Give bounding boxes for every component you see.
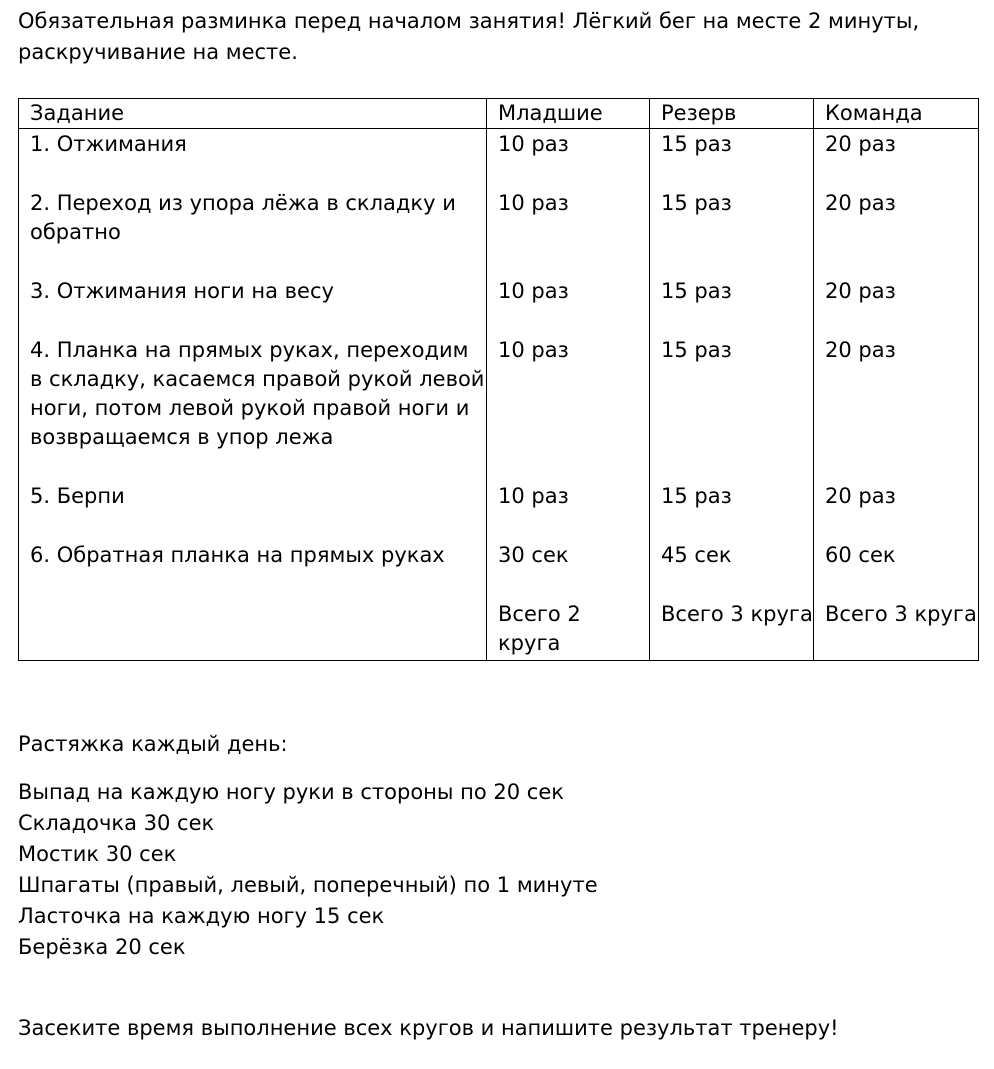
list-item: Ласточка на каждую ногу 15 сек	[18, 904, 385, 928]
juniors-cell: 10 раз	[487, 188, 650, 276]
list-item: Шпагаты (правый, левый, поперечный) по 1 минуте	[18, 873, 598, 897]
task-cell: 4. Планка на прямых руках, переходим в складку, касаемся правой рукой левой ноги, потом левой рукой правой ноги и возвращаемся в упор лежа	[19, 335, 487, 481]
reserve-total-cell: Всего 3 круга	[650, 599, 814, 661]
list-item: Выпад на каждую ногу руки в стороны по 20 сек	[18, 780, 564, 804]
team-cell: 20 раз	[814, 335, 979, 481]
header-reserve: Резерв	[650, 99, 814, 129]
task-cell: 2. Переход из упора лёжа в складку и обратно	[19, 188, 487, 276]
table-row-totals	[19, 599, 979, 661]
task-cell: 6. Обратная планка на прямых руках	[19, 540, 487, 599]
table-row	[19, 276, 979, 335]
exercise-table	[18, 98, 979, 661]
reserve-cell: 15 раз	[650, 481, 814, 540]
list-item: Складочка 30 сек	[18, 811, 215, 835]
table-row	[19, 129, 979, 189]
reserve-cell: 45 сек	[650, 540, 814, 599]
juniors-total-cell: Всего 2 круга	[487, 599, 650, 661]
task-cell: 3. Отжимания ноги на весу	[19, 276, 487, 335]
reserve-cell: 15 раз	[650, 335, 814, 481]
team-cell: 20 раз	[814, 481, 979, 540]
team-cell: 20 раз	[814, 129, 979, 189]
stretching-list	[18, 777, 598, 963]
table-row	[19, 540, 979, 599]
task-cell	[19, 599, 487, 661]
reserve-cell: 15 раз	[650, 276, 814, 335]
team-total-cell: Всего 3 круга	[814, 599, 979, 661]
team-cell: 20 раз	[814, 276, 979, 335]
list-item: Берёзка 20 сек	[18, 935, 186, 959]
juniors-cell: 10 раз	[487, 276, 650, 335]
stretching-title: Растяжка каждый день:	[18, 732, 288, 756]
list-item: Мостик 30 сек	[18, 842, 177, 866]
juniors-cell: 10 раз	[487, 335, 650, 481]
juniors-cell: 10 раз	[487, 481, 650, 540]
task-cell: 1. Отжимания	[19, 129, 487, 189]
table-row	[19, 335, 979, 481]
table-header-row	[19, 99, 979, 129]
table-row	[19, 188, 979, 276]
reserve-cell: 15 раз	[650, 129, 814, 189]
juniors-cell: 30 сек	[487, 540, 650, 599]
header-juniors: Младшие	[487, 99, 650, 129]
intro-text: Обязательная разминка перед началом занятия! Лёгкий бег на месте 2 минуты, раскручивание на месте.	[18, 9, 920, 64]
header-team: Команда	[814, 99, 979, 129]
juniors-cell: 10 раз	[487, 129, 650, 189]
footer-note: Засеките время выполнение всех кругов и напишите результат тренеру!	[18, 1016, 839, 1040]
header-task: Задание	[19, 99, 487, 129]
document-page	[18, 6, 978, 1040]
table-row	[19, 481, 979, 540]
reserve-cell: 15 раз	[650, 188, 814, 276]
team-cell: 20 раз	[814, 188, 979, 276]
task-cell: 5. Берпи	[19, 481, 487, 540]
team-cell: 60 сек	[814, 540, 979, 599]
